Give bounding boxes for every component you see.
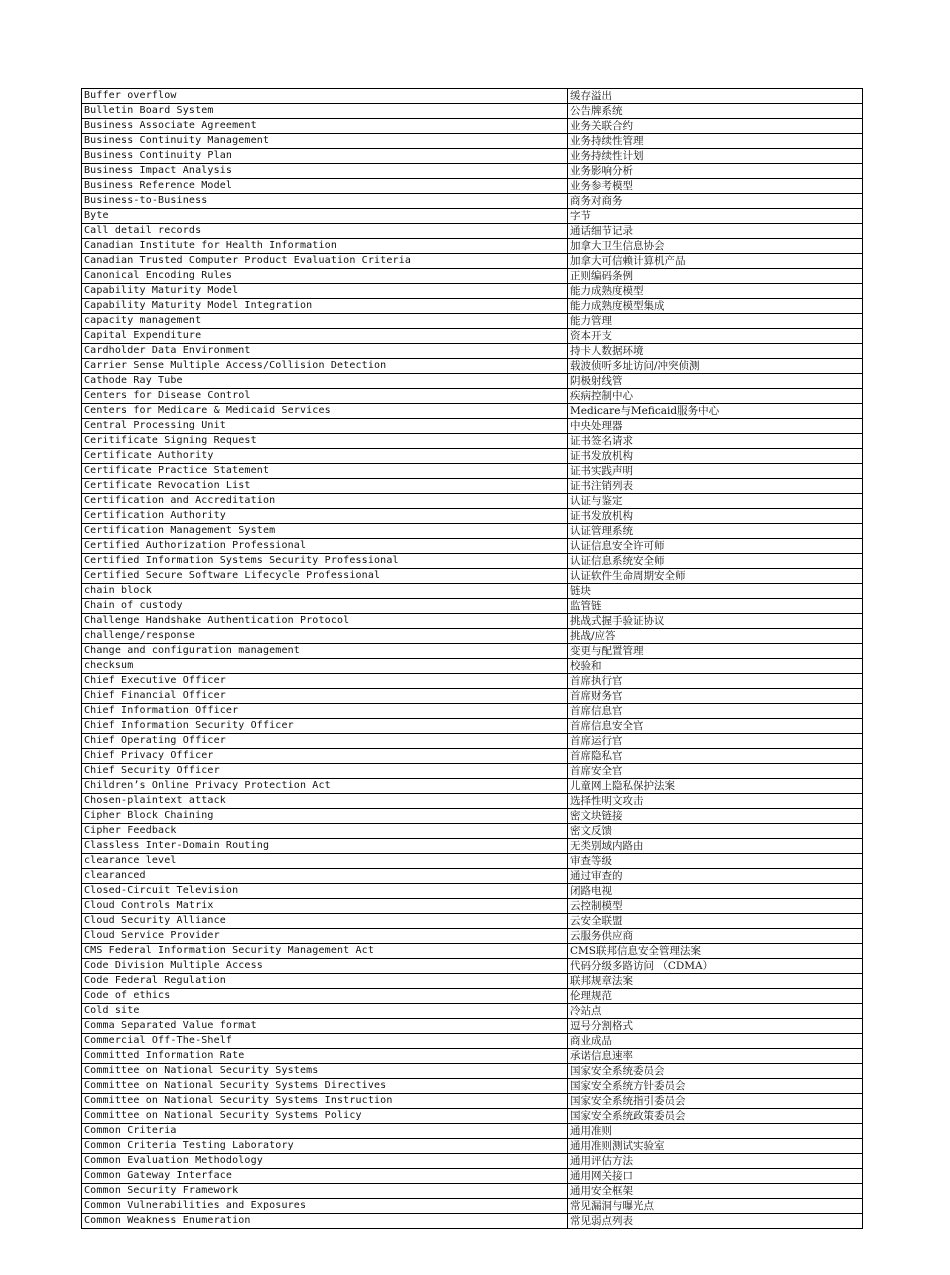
english-term-cell: Certified Secure Software Lifecycle Professional xyxy=(82,569,568,584)
chinese-term-cell: 通过审查的 xyxy=(568,869,863,884)
table-row xyxy=(82,179,863,194)
english-term-cell: Call detail records xyxy=(82,224,568,239)
chinese-term-cell: 商业成品 xyxy=(568,1034,863,1049)
chinese-term-cell: 通用评估方法 xyxy=(568,1154,863,1169)
chinese-term-cell: 国家安全系统委员会 xyxy=(568,1064,863,1079)
chinese-term-cell: 校验和 xyxy=(568,659,863,674)
english-term-cell: Capability Maturity Model xyxy=(82,284,568,299)
chinese-term-cell: 选择性明文攻击 xyxy=(568,794,863,809)
table-row xyxy=(82,1064,863,1079)
chinese-term-cell: 证书实践声明 xyxy=(568,464,863,479)
table-row xyxy=(82,524,863,539)
table-row xyxy=(82,224,863,239)
english-term-cell: Committee on National Security Systems Instruction xyxy=(82,1094,568,1109)
english-term-cell: Centers for Disease Control xyxy=(82,389,568,404)
chinese-term-cell: 链块 xyxy=(568,584,863,599)
chinese-term-cell: 国家安全系统指引委员会 xyxy=(568,1094,863,1109)
english-term-cell: Chief Privacy Officer xyxy=(82,749,568,764)
english-term-cell: Code Division Multiple Access xyxy=(82,959,568,974)
english-term-cell: Cipher Feedback xyxy=(82,824,568,839)
english-term-cell: Chain of custody xyxy=(82,599,568,614)
chinese-term-cell: 业务持续性管理 xyxy=(568,134,863,149)
table-row xyxy=(82,239,863,254)
chinese-term-cell: 首席执行官 xyxy=(568,674,863,689)
chinese-term-cell: 疾病控制中心 xyxy=(568,389,863,404)
chinese-term-cell: 公告牌系统 xyxy=(568,104,863,119)
english-term-cell: Business Reference Model xyxy=(82,179,568,194)
english-term-cell: Common Evaluation Methodology xyxy=(82,1154,568,1169)
table-row xyxy=(82,404,863,419)
english-term-cell: Committee on National Security Systems xyxy=(82,1064,568,1079)
chinese-term-cell: 业务影响分析 xyxy=(568,164,863,179)
table-row xyxy=(82,449,863,464)
english-term-cell: Common Weakness Enumeration xyxy=(82,1214,568,1229)
table-row xyxy=(82,89,863,104)
table-row xyxy=(82,1124,863,1139)
chinese-term-cell: 挑战/应答 xyxy=(568,629,863,644)
chinese-term-cell: 密文反馈 xyxy=(568,824,863,839)
table-row xyxy=(82,299,863,314)
chinese-term-cell: 首席隐私官 xyxy=(568,749,863,764)
chinese-term-cell: 中央处理器 xyxy=(568,419,863,434)
english-term-cell: Common Security Framework xyxy=(82,1184,568,1199)
english-term-cell: Business Continuity Management xyxy=(82,134,568,149)
chinese-term-cell: 逗号分割格式 xyxy=(568,1019,863,1034)
chinese-term-cell: 通话细节记录 xyxy=(568,224,863,239)
english-term-cell: Committee on National Security Systems Directives xyxy=(82,1079,568,1094)
chinese-term-cell: 业务持续性计划 xyxy=(568,149,863,164)
chinese-term-cell: CMS联邦信息安全管理法案 xyxy=(568,944,863,959)
chinese-term-cell: 云安全联盟 xyxy=(568,914,863,929)
english-term-cell: Business Continuity Plan xyxy=(82,149,568,164)
english-term-cell: Buffer overflow xyxy=(82,89,568,104)
english-term-cell: Code of ethics xyxy=(82,989,568,1004)
table-row xyxy=(82,584,863,599)
chinese-term-cell: 通用准则 xyxy=(568,1124,863,1139)
chinese-term-cell: 承诺信息速率 xyxy=(568,1049,863,1064)
table-row xyxy=(82,554,863,569)
table-row xyxy=(82,689,863,704)
chinese-term-cell: 国家安全系统政策委员会 xyxy=(568,1109,863,1124)
table-row xyxy=(82,1049,863,1064)
table-row xyxy=(82,269,863,284)
chinese-term-cell: 代码分级多路访问 （CDMA） xyxy=(568,959,863,974)
english-term-cell: Code Federal Regulation xyxy=(82,974,568,989)
chinese-term-cell: 伦理规范 xyxy=(568,989,863,1004)
english-term-cell: Common Criteria xyxy=(82,1124,568,1139)
table-row xyxy=(82,749,863,764)
chinese-term-cell: 冷站点 xyxy=(568,1004,863,1019)
chinese-term-cell: 通用安全框架 xyxy=(568,1184,863,1199)
english-term-cell: Chief Operating Officer xyxy=(82,734,568,749)
chinese-term-cell: 认证信息系统安全师 xyxy=(568,554,863,569)
table-row xyxy=(82,644,863,659)
chinese-term-cell: 认证管理系统 xyxy=(568,524,863,539)
english-term-cell: Central Processing Unit xyxy=(82,419,568,434)
chinese-term-cell: 监管链 xyxy=(568,599,863,614)
chinese-term-cell: 缓存溢出 xyxy=(568,89,863,104)
english-term-cell: Certification and Accreditation xyxy=(82,494,568,509)
english-term-cell: Committee on National Security Systems Policy xyxy=(82,1109,568,1124)
table-row xyxy=(82,929,863,944)
table-row xyxy=(82,509,863,524)
table-row xyxy=(82,164,863,179)
english-term-cell: Change and configuration management xyxy=(82,644,568,659)
chinese-term-cell: 证书发放机构 xyxy=(568,509,863,524)
table-row xyxy=(82,914,863,929)
english-term-cell: Canonical Encoding Rules xyxy=(82,269,568,284)
english-term-cell: chain block xyxy=(82,584,568,599)
table-row xyxy=(82,569,863,584)
chinese-term-cell: 认证信息安全许可师 xyxy=(568,539,863,554)
table-row xyxy=(82,659,863,674)
english-term-cell: capacity management xyxy=(82,314,568,329)
english-term-cell: Chief Security Officer xyxy=(82,764,568,779)
table-row xyxy=(82,704,863,719)
english-term-cell: Common Vulnerabilities and Exposures xyxy=(82,1199,568,1214)
table-row xyxy=(82,149,863,164)
table-row xyxy=(82,899,863,914)
table-row xyxy=(82,1139,863,1154)
english-term-cell: Committed Information Rate xyxy=(82,1049,568,1064)
table-row xyxy=(82,1109,863,1124)
english-term-cell: Cold site xyxy=(82,1004,568,1019)
chinese-term-cell: 能力成熟度模型 xyxy=(568,284,863,299)
table-row xyxy=(82,629,863,644)
table-row xyxy=(82,284,863,299)
glossary-table xyxy=(81,88,863,1229)
chinese-term-cell: 业务关联合约 xyxy=(568,119,863,134)
chinese-term-cell: 加拿大卫生信息协会 xyxy=(568,239,863,254)
table-row xyxy=(82,374,863,389)
table-row xyxy=(82,869,863,884)
table-row xyxy=(82,1184,863,1199)
table-row xyxy=(82,1154,863,1169)
english-term-cell: Ceritificate Signing Request xyxy=(82,434,568,449)
table-row xyxy=(82,1169,863,1184)
english-term-cell: Cathode Ray Tube xyxy=(82,374,568,389)
chinese-term-cell: 能力成熟度模型集成 xyxy=(568,299,863,314)
chinese-term-cell: 密文块链接 xyxy=(568,809,863,824)
chinese-term-cell: 闭路电视 xyxy=(568,884,863,899)
table-row xyxy=(82,254,863,269)
table-row xyxy=(82,599,863,614)
chinese-term-cell: 审查等级 xyxy=(568,854,863,869)
table-row xyxy=(82,854,863,869)
table-row xyxy=(82,389,863,404)
chinese-term-cell: 证书注销列表 xyxy=(568,479,863,494)
chinese-term-cell: 持卡人数据环境 xyxy=(568,344,863,359)
chinese-term-cell: 加拿大可信赖计算机产品 xyxy=(568,254,863,269)
table-row xyxy=(82,314,863,329)
table-row xyxy=(82,209,863,224)
english-term-cell: Certification Management System xyxy=(82,524,568,539)
chinese-term-cell: 国家安全系统方针委员会 xyxy=(568,1079,863,1094)
table-row xyxy=(82,764,863,779)
english-term-cell: Certification Authority xyxy=(82,509,568,524)
english-term-cell: CMS Federal Information Security Management Act xyxy=(82,944,568,959)
table-row xyxy=(82,539,863,554)
table-row xyxy=(82,1199,863,1214)
chinese-term-cell: 认证软件生命周期安全师 xyxy=(568,569,863,584)
table-row xyxy=(82,194,863,209)
table-row xyxy=(82,989,863,1004)
chinese-term-cell: 常见漏洞与曝光点 xyxy=(568,1199,863,1214)
english-term-cell: Certified Authorization Professional xyxy=(82,539,568,554)
english-term-cell: Cloud Security Alliance xyxy=(82,914,568,929)
chinese-term-cell: 业务参考模型 xyxy=(568,179,863,194)
chinese-term-cell: 正则编码条例 xyxy=(568,269,863,284)
chinese-term-cell: 证书发放机构 xyxy=(568,449,863,464)
chinese-term-cell: Medicare与Meficaid服务中心 xyxy=(568,404,863,419)
english-term-cell: Business Impact Analysis xyxy=(82,164,568,179)
chinese-term-cell: 载波侦听多址访问/冲突侦测 xyxy=(568,359,863,374)
table-row xyxy=(82,779,863,794)
chinese-term-cell: 联邦规章法案 xyxy=(568,974,863,989)
chinese-term-cell: 证书签名请求 xyxy=(568,434,863,449)
table-row xyxy=(82,674,863,689)
english-term-cell: challenge/response xyxy=(82,629,568,644)
chinese-term-cell: 通用网关接口 xyxy=(568,1169,863,1184)
english-term-cell: Common Gateway Interface xyxy=(82,1169,568,1184)
english-term-cell: Canadian Trusted Computer Product Evaluation Criteria xyxy=(82,254,568,269)
chinese-term-cell: 首席信息官 xyxy=(568,704,863,719)
table-row xyxy=(82,494,863,509)
chinese-term-cell: 资本开支 xyxy=(568,329,863,344)
english-term-cell: Cipher Block Chaining xyxy=(82,809,568,824)
table-row xyxy=(82,1004,863,1019)
english-term-cell: Closed-Circuit Television xyxy=(82,884,568,899)
chinese-term-cell: 儿童网上隐私保护法案 xyxy=(568,779,863,794)
english-term-cell: Cloud Service Provider xyxy=(82,929,568,944)
chinese-term-cell: 常见弱点列表 xyxy=(568,1214,863,1229)
english-term-cell: Cardholder Data Environment xyxy=(82,344,568,359)
table-row xyxy=(82,974,863,989)
chinese-term-cell: 云服务供应商 xyxy=(568,929,863,944)
english-term-cell: Business-to-Business xyxy=(82,194,568,209)
chinese-term-cell: 字节 xyxy=(568,209,863,224)
table-row xyxy=(82,794,863,809)
chinese-term-cell: 首席财务官 xyxy=(568,689,863,704)
english-term-cell: Chief Executive Officer xyxy=(82,674,568,689)
english-term-cell: Certified Information Systems Security Professional xyxy=(82,554,568,569)
english-term-cell: Canadian Institute for Health Information xyxy=(82,239,568,254)
english-term-cell: Capability Maturity Model Integration xyxy=(82,299,568,314)
english-term-cell: Cloud Controls Matrix xyxy=(82,899,568,914)
table-row xyxy=(82,839,863,854)
english-term-cell: Chief Financial Officer xyxy=(82,689,568,704)
table-row xyxy=(82,434,863,449)
chinese-term-cell: 挑战式握手验证协议 xyxy=(568,614,863,629)
english-term-cell: Certificate Practice Statement xyxy=(82,464,568,479)
english-term-cell: Classless Inter-Domain Routing xyxy=(82,839,568,854)
table-row xyxy=(82,479,863,494)
english-term-cell: Chief Information Security Officer xyxy=(82,719,568,734)
english-term-cell: Challenge Handshake Authentication Protocol xyxy=(82,614,568,629)
chinese-term-cell: 首席安全官 xyxy=(568,764,863,779)
chinese-term-cell: 认证与鉴定 xyxy=(568,494,863,509)
chinese-term-cell: 首席运行官 xyxy=(568,734,863,749)
english-term-cell: clearance level xyxy=(82,854,568,869)
table-row xyxy=(82,134,863,149)
english-term-cell: Chosen-plaintext attack xyxy=(82,794,568,809)
english-term-cell: Certificate Authority xyxy=(82,449,568,464)
chinese-term-cell: 无类别域内路由 xyxy=(568,839,863,854)
table-row xyxy=(82,1079,863,1094)
table-row xyxy=(82,359,863,374)
english-term-cell: Capital Expenditure xyxy=(82,329,568,344)
english-term-cell: Comma Separated Value format xyxy=(82,1019,568,1034)
english-term-cell: Common Criteria Testing Laboratory xyxy=(82,1139,568,1154)
table-row xyxy=(82,1214,863,1229)
english-term-cell: clearanced xyxy=(82,869,568,884)
english-term-cell: Business Associate Agreement xyxy=(82,119,568,134)
chinese-term-cell: 首席信息安全官 xyxy=(568,719,863,734)
table-row xyxy=(82,824,863,839)
table-row xyxy=(82,1094,863,1109)
table-row xyxy=(82,464,863,479)
table-row xyxy=(82,809,863,824)
glossary-body xyxy=(82,89,863,1229)
english-term-cell: Bulletin Board System xyxy=(82,104,568,119)
chinese-term-cell: 能力管理 xyxy=(568,314,863,329)
table-row xyxy=(82,104,863,119)
table-row xyxy=(82,719,863,734)
table-row xyxy=(82,419,863,434)
english-term-cell: Chief Information Officer xyxy=(82,704,568,719)
english-term-cell: checksum xyxy=(82,659,568,674)
table-row xyxy=(82,734,863,749)
chinese-term-cell: 云控制模型 xyxy=(568,899,863,914)
chinese-term-cell: 通用准则测试实验室 xyxy=(568,1139,863,1154)
chinese-term-cell: 阴极射线管 xyxy=(568,374,863,389)
chinese-term-cell: 变更与配置管理 xyxy=(568,644,863,659)
english-term-cell: Certificate Revocation List xyxy=(82,479,568,494)
chinese-term-cell: 商务对商务 xyxy=(568,194,863,209)
english-term-cell: Byte xyxy=(82,209,568,224)
table-row xyxy=(82,329,863,344)
english-term-cell: Commercial Off-The-Shelf xyxy=(82,1034,568,1049)
table-row xyxy=(82,1034,863,1049)
table-row xyxy=(82,884,863,899)
table-row xyxy=(82,959,863,974)
table-row xyxy=(82,944,863,959)
english-term-cell: Children’s Online Privacy Protection Act xyxy=(82,779,568,794)
english-term-cell: Centers for Medicare & Medicaid Services xyxy=(82,404,568,419)
table-row xyxy=(82,344,863,359)
table-row xyxy=(82,119,863,134)
table-row xyxy=(82,614,863,629)
english-term-cell: Carrier Sense Multiple Access/Collision Detection xyxy=(82,359,568,374)
table-row xyxy=(82,1019,863,1034)
